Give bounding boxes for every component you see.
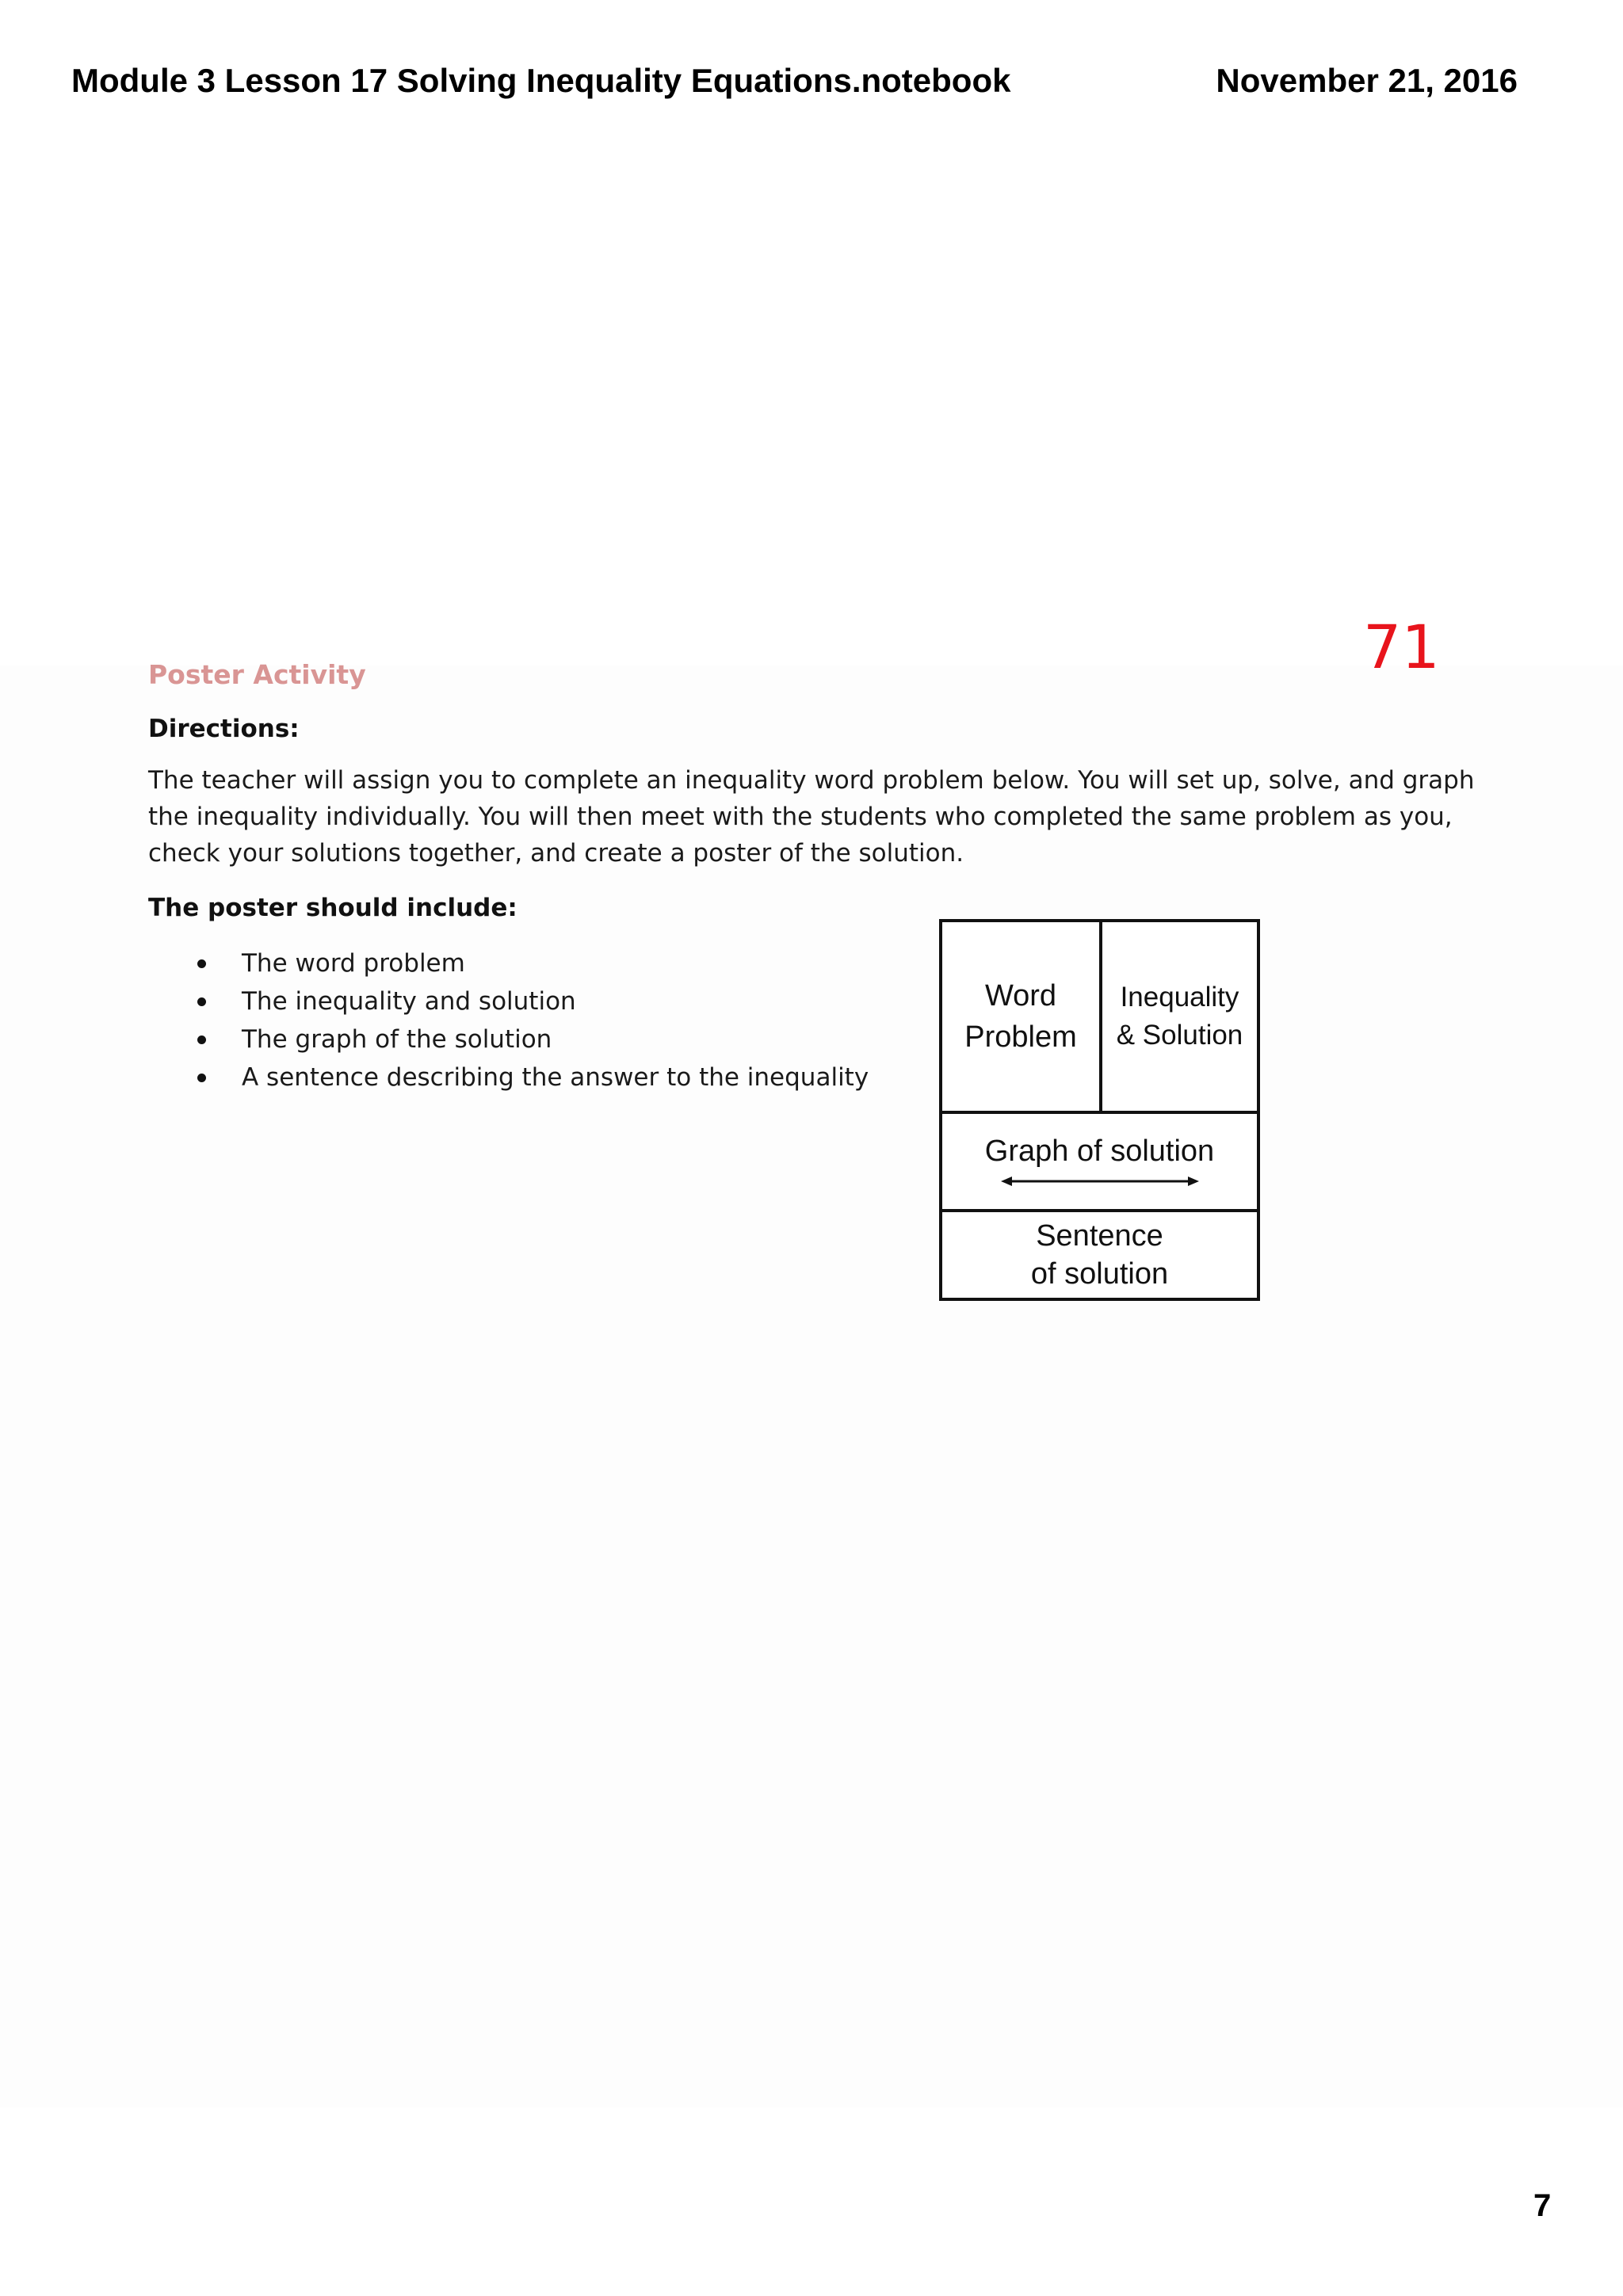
inequality-line2: & Solution <box>1116 1020 1243 1051</box>
sentence-line2: of solution <box>1030 1257 1169 1291</box>
directions-label: Directions: <box>148 715 300 743</box>
list-item <box>194 982 869 1020</box>
page-number: 7 <box>1533 2188 1552 2223</box>
word-problem-line1: Word <box>984 979 1057 1013</box>
bullet-icon <box>197 959 206 968</box>
notebook-date: November 21, 2016 <box>1216 62 1518 99</box>
bullet-icon <box>197 1035 206 1044</box>
handwritten-slide-number: 71 <box>1363 612 1440 682</box>
graph-of-solution-cell <box>942 1114 1257 1212</box>
sentence-of-solution-cell <box>942 1212 1257 1298</box>
poster-requirements-list <box>194 944 869 1097</box>
list-item-label: The graph of the solution <box>242 1025 552 1054</box>
inequality-solution-cell <box>1102 922 1257 1114</box>
list-item <box>194 1058 869 1097</box>
poster-layout-diagram <box>939 919 1260 1301</box>
double-arrow-icon <box>1001 1175 1199 1188</box>
sentence-line1: Sentence <box>1036 1219 1163 1253</box>
word-problem-line2: Problem <box>964 1020 1077 1054</box>
slide-content-area <box>0 666 1623 2107</box>
list-item <box>194 1020 869 1058</box>
graph-label: Graph of solution <box>984 1135 1215 1168</box>
list-item <box>194 944 869 982</box>
bullet-icon <box>197 997 206 1006</box>
directions-text: The teacher will assign you to complete an inequality word problem below. You will set up, solve, and graph the inequality individually. You will then meet with the students who completed the same problem as you, check your solutions together, and create a poster of the solution. <box>148 766 1475 868</box>
notebook-title: Module 3 Lesson 17 Solving Inequality Equations.notebook <box>71 62 1011 99</box>
word-problem-cell <box>942 922 1102 1114</box>
list-item-label: The word problem <box>242 949 465 978</box>
bullet-icon <box>197 1074 206 1082</box>
inequality-line1: Inequality <box>1120 982 1239 1013</box>
list-item-label: A sentence describing the answer to the inequality <box>242 1063 869 1092</box>
list-item-label: The inequality and solution <box>242 987 576 1016</box>
poster-requirements-heading: The poster should include: <box>148 894 517 922</box>
activity-title: Poster Activity <box>148 659 366 690</box>
